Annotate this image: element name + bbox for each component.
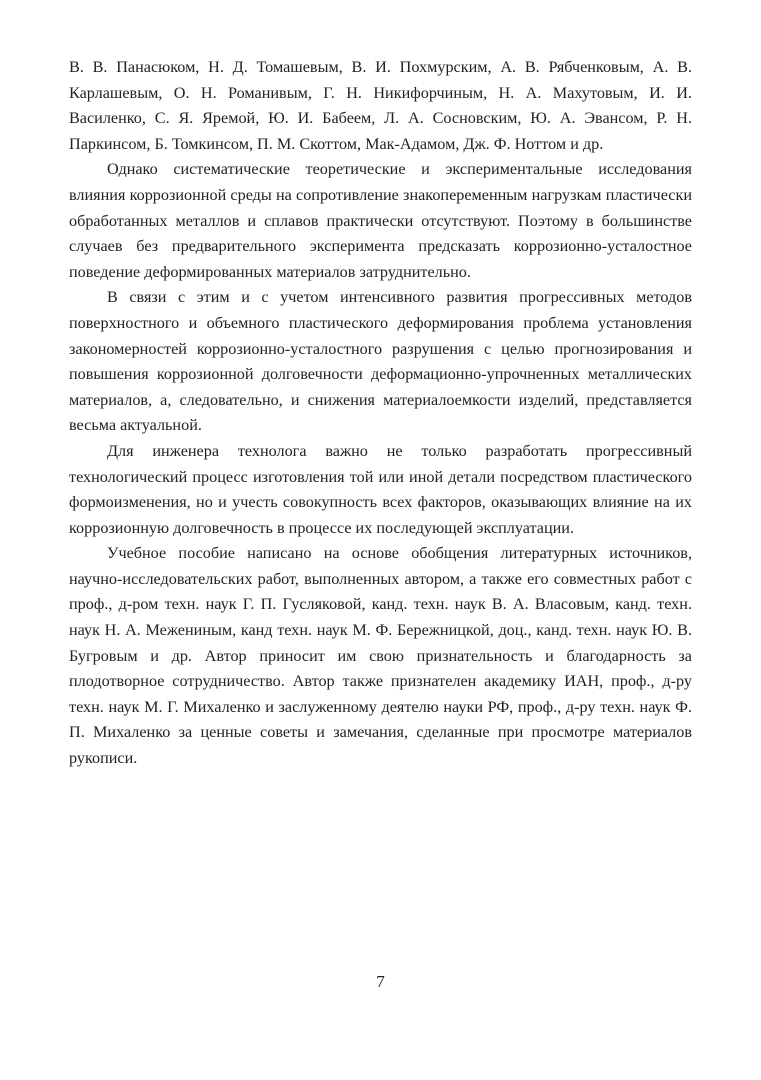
body-text xyxy=(69,55,692,772)
paragraph-problem-relevance: В связи с этим и с учетом интенсивного развития прогрессивных методов поверхностного и объемного пластического деформирования проблема установления закономерностей коррозионно-усталостного разрушения с целью прогнозирования и повышения коррозионной долговечности деформационно-упрочненных металлических материалов, а, следовательно, и снижения материалоемкости изделий, представляется весьма актуальной. xyxy=(69,288,692,435)
paragraph-acknowledgements: Учебное пособие написано на основе обобщения литературных источников, научно-исследовательских работ, выполненных автором, а также его совместных работ с проф., д-ром техн. наук Г. П. Гусляковой, канд. техн. наук В. А. Власовым, канд. техн. наук Н. А. Межениным, канд техн. наук М. Ф. Бережницкой, доц., канд. техн. наук Ю. В. Бугровым и др. Автор приносит им свою признательность и благодарность за плодотворное сотрудничество. Автор также признателен академику ИАН, проф., д-ру техн. наук М. Г. Михаленко и заслуженному деятелю науки РФ, проф., д-ру техн. наук Ф. П. Михаленко за ценные советы и замечания, сделанные при просмотре материалов рукописи. xyxy=(69,544,692,768)
paragraph-research-gap: Однако систематические теоретические и экспериментальные исследования влияния коррозионной среды на сопротивление знакопеременным нагрузкам пластически обработанных металлов и сплавов практически отсутствуют. Поэтому в большинстве случаев без предварительного эксперимента предсказать коррозионно-усталостное поведение деформированных материалов затруднительно. xyxy=(69,160,692,281)
paragraph-author-list: В. В. Панасюком, Н. Д. Томашевым, В. И. Похмурским, А. В. Рябченковым, А. В. Карлашевым, О. Н. Романивым, Г. Н. Никифорчиным, Н. А. Махутовым, И. И. Василенко, С. Я. Яремой, Ю. И. Бабеем, Л. А. Сосновским, Ю. А. Эвансом, Р. Н. Паркинсом, Б. Томкинсом, П. М. Скоттом, Мак-Адамом, Дж. Ф. Ноттом и др. xyxy=(69,58,692,153)
paragraph-engineer-task: Для инженера технолога важно не только разработать прогрессивный технологический процесс изготовления той или иной детали посредством пластического формоизменения, но и учесть совокупность всех факторов, оказывающих влияние на их коррозионную долговечность в процессе их последующей эксплуатации. xyxy=(69,441,692,537)
page-number: 7 xyxy=(376,972,385,991)
